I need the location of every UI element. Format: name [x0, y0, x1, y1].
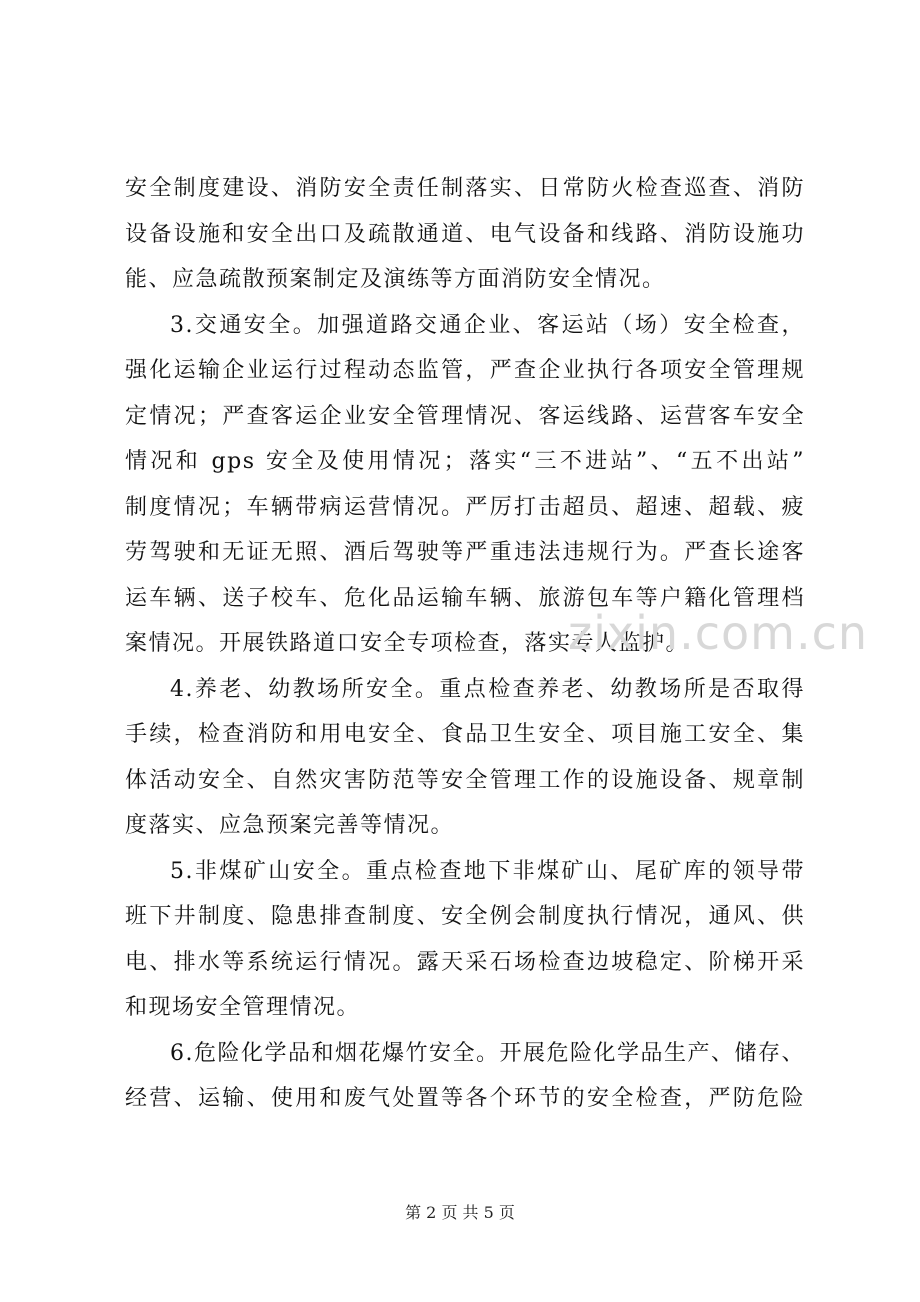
text-line: 运车辆、送子校车、危化品运输车辆、旅游包车等户籍化管理档 — [125, 585, 805, 611]
text-line: 情况和 gps 安全及使用情况；落实“三不进站”、“五不出站” — [125, 449, 805, 474]
text-line: 设备设施和安全出口及疏散通道、电气设备和线路、消防设施功 — [125, 221, 805, 247]
text-line: 班下井制度、隐患排查制度、安全例会制度执行情况，通风、供 — [125, 904, 805, 929]
text-line: 案情况。开展铁路道口安全专项检查，落实专人监护。 — [125, 631, 690, 656]
text-line: 劳驾驶和无证无照、酒后驾驶等严重违法违规行为。严查长途客 — [125, 540, 805, 565]
text-line: 制度情况；车辆带病运营情况。严厉打击超员、超速、超载、疲 — [125, 494, 805, 520]
text-line: 5.非煤矿山安全。重点检查地下非煤矿山、尾矿库的领导带 — [170, 858, 805, 884]
paragraph-hazardous-chemicals-safety — [125, 1031, 805, 1122]
text-line: 体活动安全、自然灾害防范等安全管理工作的设施设备、规章制 — [125, 767, 805, 793]
text-line: 和现场安全管理情况。 — [125, 995, 361, 1020]
text-line: 电、排水等系统运行情况。露天采石场检查边坡稳定、阶梯开采 — [125, 949, 805, 975]
text-line: 强化运输企业运行过程动态监管，严查企业执行各项安全管理规 — [125, 358, 805, 383]
paragraph-fire-safety-continued — [125, 166, 805, 303]
text-line: 安全制度建设、消防安全责任制落实、日常防火检查巡查、消防 — [125, 176, 805, 201]
text-line: 能、应急疏散预案制定及演练等方面消防安全情况。 — [125, 267, 666, 292]
text-line: 手续，检查消防和用电安全、食品卫生安全、项目施工安全、集 — [125, 722, 805, 747]
text-line: 4.养老、幼教场所安全。重点检查养老、幼教场所是否取得 — [170, 676, 805, 702]
document-body — [125, 166, 805, 1122]
watermark: zixin.com.cn — [568, 606, 869, 660]
text-line: 3.交通安全。加强道路交通企业、客运站（场）安全检查， — [170, 312, 805, 338]
paragraph-traffic-safety — [125, 303, 805, 667]
text-line: 定情况；严查客运企业安全管理情况、客运线路、运营客车安全 — [125, 403, 805, 429]
text-line: 度落实、应急预案完善等情况。 — [125, 813, 455, 838]
paragraph-elderly-care-safety — [125, 667, 805, 849]
text-line: 经营、运输、使用和废气处置等各个环节的安全检查，严防危险 — [125, 1086, 805, 1111]
text-line: 6.危险化学品和烟花爆竹安全。开展危险化学品生产、储存、 — [170, 1040, 805, 1066]
page-footer: 第 2 页 共 5 页 — [405, 1203, 515, 1222]
paragraph-mine-safety — [125, 849, 805, 1031]
